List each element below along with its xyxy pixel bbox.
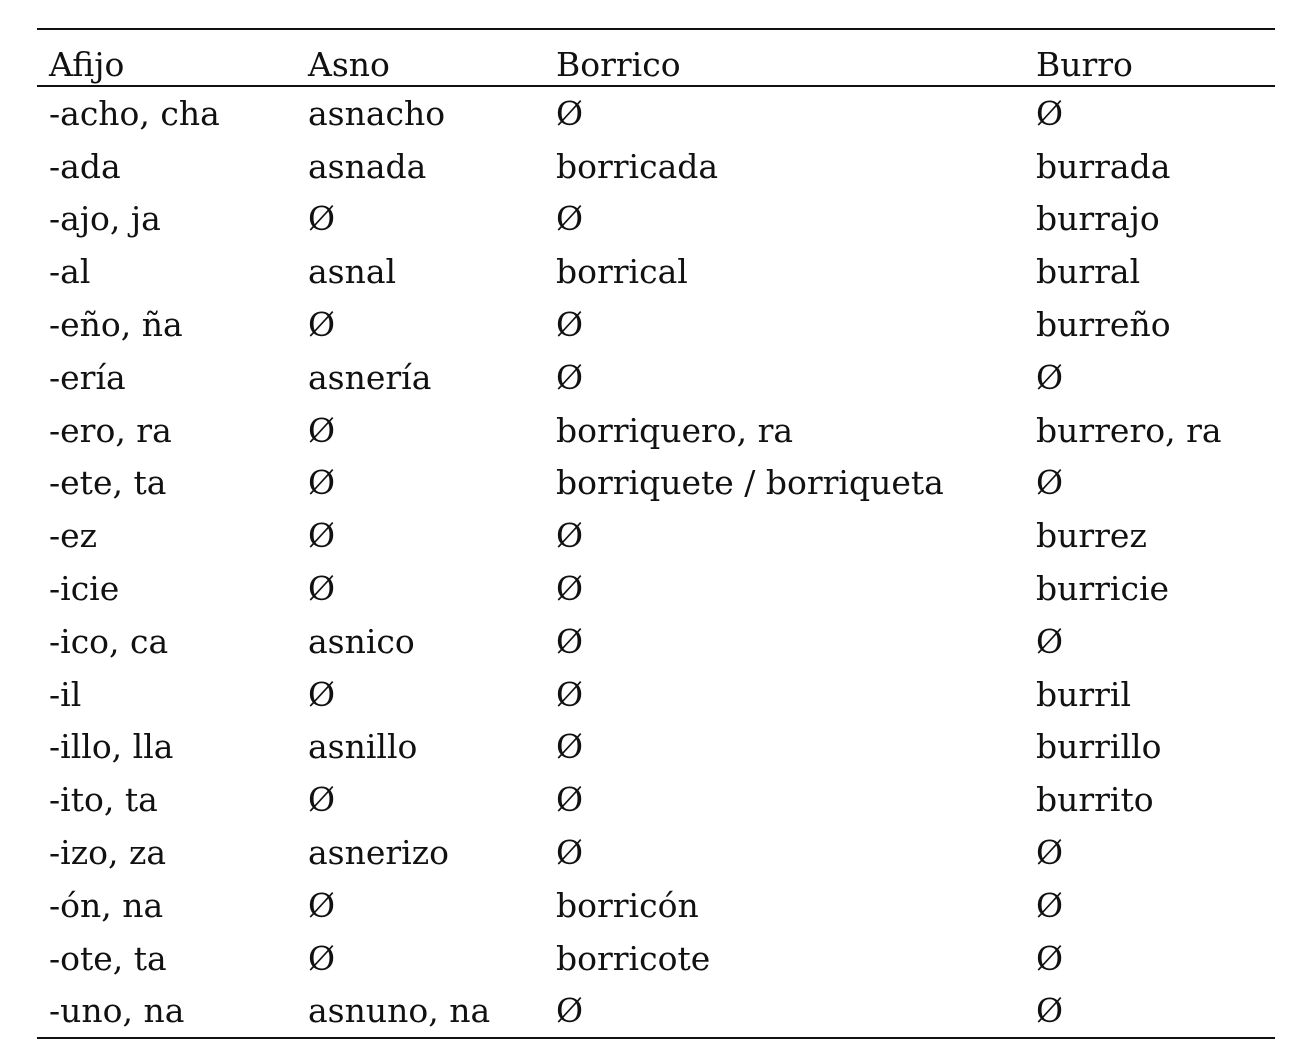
asno-cell: Ø [308,463,336,503]
burro-cell: Ø [1036,621,1064,661]
asno-cell: Ø [308,410,336,450]
burro-cell: burral [1036,252,1141,292]
asno-cell: asnuno, na [308,991,491,1031]
borrico-cell: borricón [556,885,699,925]
borrico-cell: Ø [556,199,584,239]
asno-cell: asnal [308,252,397,292]
borrico-cell: borriquero, ra [556,410,794,450]
asno-cell: Ø [308,569,336,609]
burro-cell: Ø [1036,357,1064,397]
burro-cell: Ø [1036,991,1064,1031]
borrico-cell: Ø [556,727,584,767]
burro-cell: burricie [1036,569,1170,609]
asno-cell: asnerizo [308,833,449,873]
table-row [37,932,1275,985]
burro-cell: burrito [1036,780,1154,820]
asno-cell: Ø [308,938,336,978]
burro-cell: burrillo [1036,727,1162,767]
borrico-cell: Ø [556,516,584,556]
borrico-cell: Ø [556,674,584,714]
affix-table-container [37,28,1275,1039]
borrico-cell: Ø [556,305,584,345]
borrico-cell: borriquete / borriqueta [556,463,944,503]
afijo-cell: -izo, za [49,833,166,873]
asno-cell: asnería [308,357,432,397]
asno-cell: Ø [308,885,336,925]
afijo-cell: -ero, ra [49,410,172,450]
burro-cell: Ø [1036,93,1064,133]
asno-cell: Ø [308,516,336,556]
borrico-cell: borricada [556,146,719,186]
borrico-cell: borrical [556,252,688,292]
asno-cell: asnada [308,146,427,186]
burro-cell: Ø [1036,885,1064,925]
header-asno: Asno [308,45,390,84]
afijo-cell: -ón, na [49,885,164,925]
table-row [37,298,1275,351]
header-row [37,29,1275,86]
afijo-cell: -ajo, ja [49,199,161,239]
borrico-cell: Ø [556,991,584,1031]
afijo-cell: -ez [49,516,98,556]
asno-cell: Ø [308,780,336,820]
table-row [37,985,1275,1039]
table-row [37,140,1275,193]
header-burro: Burro [1036,45,1133,84]
asno-cell: Ø [308,199,336,239]
asno-cell: Ø [308,305,336,345]
borrico-cell: Ø [556,357,584,397]
borrico-cell: Ø [556,93,584,133]
table-row [37,404,1275,457]
header-borrico: Borrico [556,45,681,84]
table-body [37,86,1275,1038]
table-row [37,668,1275,721]
borrico-cell: Ø [556,833,584,873]
afijo-cell: -il [49,674,82,714]
table-row [37,351,1275,404]
borrico-cell: Ø [556,780,584,820]
afijo-cell: -acho, cha [49,93,220,133]
table-row [37,245,1275,298]
table-row [37,721,1275,774]
table-row [37,509,1275,562]
afijo-cell: -ería [49,357,126,397]
table-row [37,826,1275,879]
asno-cell: asnacho [308,93,446,133]
afijo-cell: -uno, na [49,991,185,1031]
afijo-cell: -illo, lla [49,727,174,767]
asno-cell: asnillo [308,727,418,767]
borrico-cell: borricote [556,938,711,978]
borrico-cell: Ø [556,621,584,661]
burro-cell: Ø [1036,938,1064,978]
table-row [37,773,1275,826]
asno-cell: asnico [308,621,415,661]
borrico-cell: Ø [556,569,584,609]
burro-cell: burril [1036,674,1132,714]
burro-cell: burrero, ra [1036,410,1222,450]
afijo-cell: -ete, ta [49,463,167,503]
table-row [37,86,1275,140]
afijo-cell: -eño, ña [49,305,183,345]
table-row [37,879,1275,932]
afijo-cell: -ada [49,146,121,186]
table-header [37,29,1275,86]
afijo-cell: -ico, ca [49,621,169,661]
table-row [37,457,1275,510]
afijo-cell: -ote, ta [49,938,167,978]
burro-cell: burreño [1036,305,1171,345]
afijo-cell: -icie [49,569,120,609]
header-afijo: Afijo [49,45,125,84]
burro-cell: Ø [1036,463,1064,503]
afijo-cell: -ito, ta [49,780,158,820]
table-row [37,562,1275,615]
burro-cell: burrez [1036,516,1147,556]
burro-cell: burrajo [1036,199,1160,239]
table-row [37,193,1275,246]
table-row [37,615,1275,668]
asno-cell: Ø [308,674,336,714]
burro-cell: burrada [1036,146,1171,186]
burro-cell: Ø [1036,833,1064,873]
afijo-cell: -al [49,252,91,292]
affix-table [37,28,1275,1039]
